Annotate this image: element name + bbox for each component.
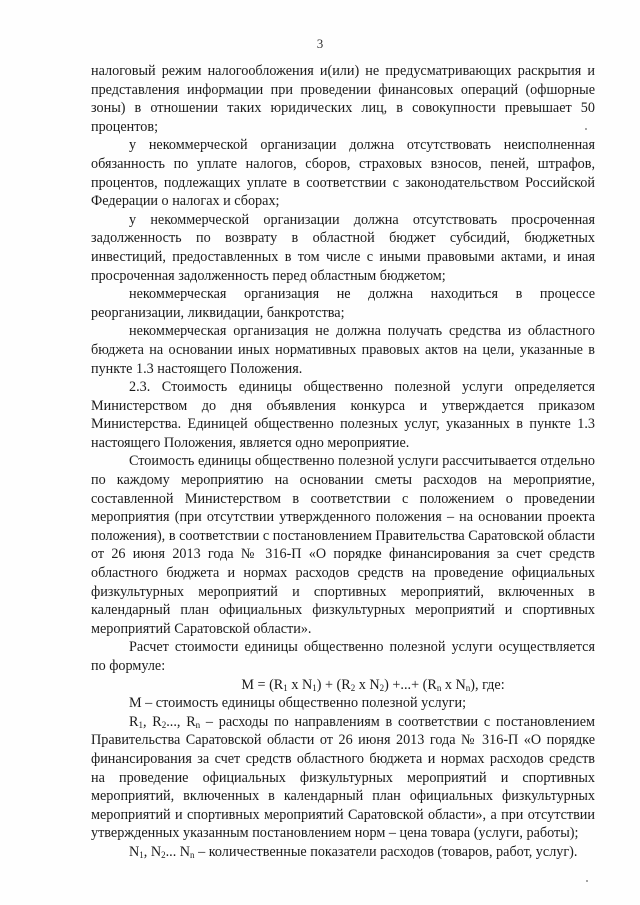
paragraph-reorganization: некоммерческая организация не должна находиться в процессе реорганизации, ликвидации, банкротства; (91, 286, 595, 321)
paragraph-overdue-debt: у некоммерческой организации должна отсутствовать просроченная задолженность по возврату в областной бюджет субсидий, бюджетных инвестиций, предоставленных в том числе с иными правовыми актами, и иная просроченная задолженность перед областным бюджетом; (91, 211, 595, 284)
paragraph-tax-obligation: у некоммерческой организации должна отсутствовать неисполненная обязанность по уплате налогов, сборов, страховых взносов, пеней, штрафов, процентов, подлежащих уплате в соответствии с законодательством Российской Федерации о налогах и сборах; (91, 137, 595, 210)
scan-mark (586, 880, 588, 882)
paragraph-other-funding: некоммерческая организация не должна получать средства из областного бюджета на основании иных нормативных правовых актов на цели, указанные в пункте 1.3 настоящего Положения. (91, 323, 595, 377)
cost-formula: $M = (R_1$ x $N_1) + (R_2$ x $N_2$) +...+ ($R_n$ x $N_n$), где: (241, 676, 505, 693)
paragraph-offshore: налоговый режим налогообложения и(или) не предусматривающих раскрытия и представления информации при проведении финансовых операций (офшорные зоны) в отношении таких юридических лиц, в совокупности превышает 50 процентов; (91, 63, 595, 135)
page-number: 3 (316, 36, 324, 51)
scan-mark (585, 128, 587, 130)
document-body (91, 62, 595, 862)
definition-m: M – стоимость единицы общественно полезной услуги; (129, 695, 467, 712)
paragraph-formula-intro: Расчет стоимости единицы общественно полезной услуги осуществляется по формуле: (91, 639, 595, 674)
paragraph-cost-calculation: Стоимость единицы общественно полезной услуги рассчитывается отдельно по каждому мероприятию на основании сметы расходов на мероприятие, составленной Министерством в соответствии с положением о проведении мероприятия (при отсутствии утвержденного положения – на основании проекта положения), в соответствии с постановлением Правительства Саратовской области от 26 июня 2013 года № 316-П «О порядке финансирования за счет средств областного бюджета и нормах расходов средств на проведение официальных физкультурных мероприятий и спортивных мероприятий, включенных в календарный план официальных физкультурных мероприятий и спортивных мероприятий Саратовской области». (91, 453, 595, 637)
paragraph-2-3: 2.3. Стоимость единицы общественно полезной услуги определяется Министерством до дня объявления конкурса и утверждается приказом Министерства. Единицей общественно полезных услуг, указанных в пункте 1.3 настоящего Положения, является одно мероприятие. (91, 379, 595, 451)
definition-r: $R_1$, $R_2$..., $R_n$ – расходы по направлениям в соответствии с постановлением Правительства Саратовской области от 26 июня 2013 года № 316-П «О порядке финансирования за счет средств областного бюджета и нормах расходов средств на проведение официальных физкультурных мероприятий и спортивных мероприятий, включенных в календарный план официальных физкультурных мероприятий и спортивных мероприятий Саратовской области», а при отсутствии утвержденных указанным постановлением норм – цена товара (услуги, работы); (91, 713, 595, 842)
definition-n: $N_1$, $N_2$... $N_n$ – количественные показатели расходов (товаров, работ, услуг). (129, 843, 578, 860)
